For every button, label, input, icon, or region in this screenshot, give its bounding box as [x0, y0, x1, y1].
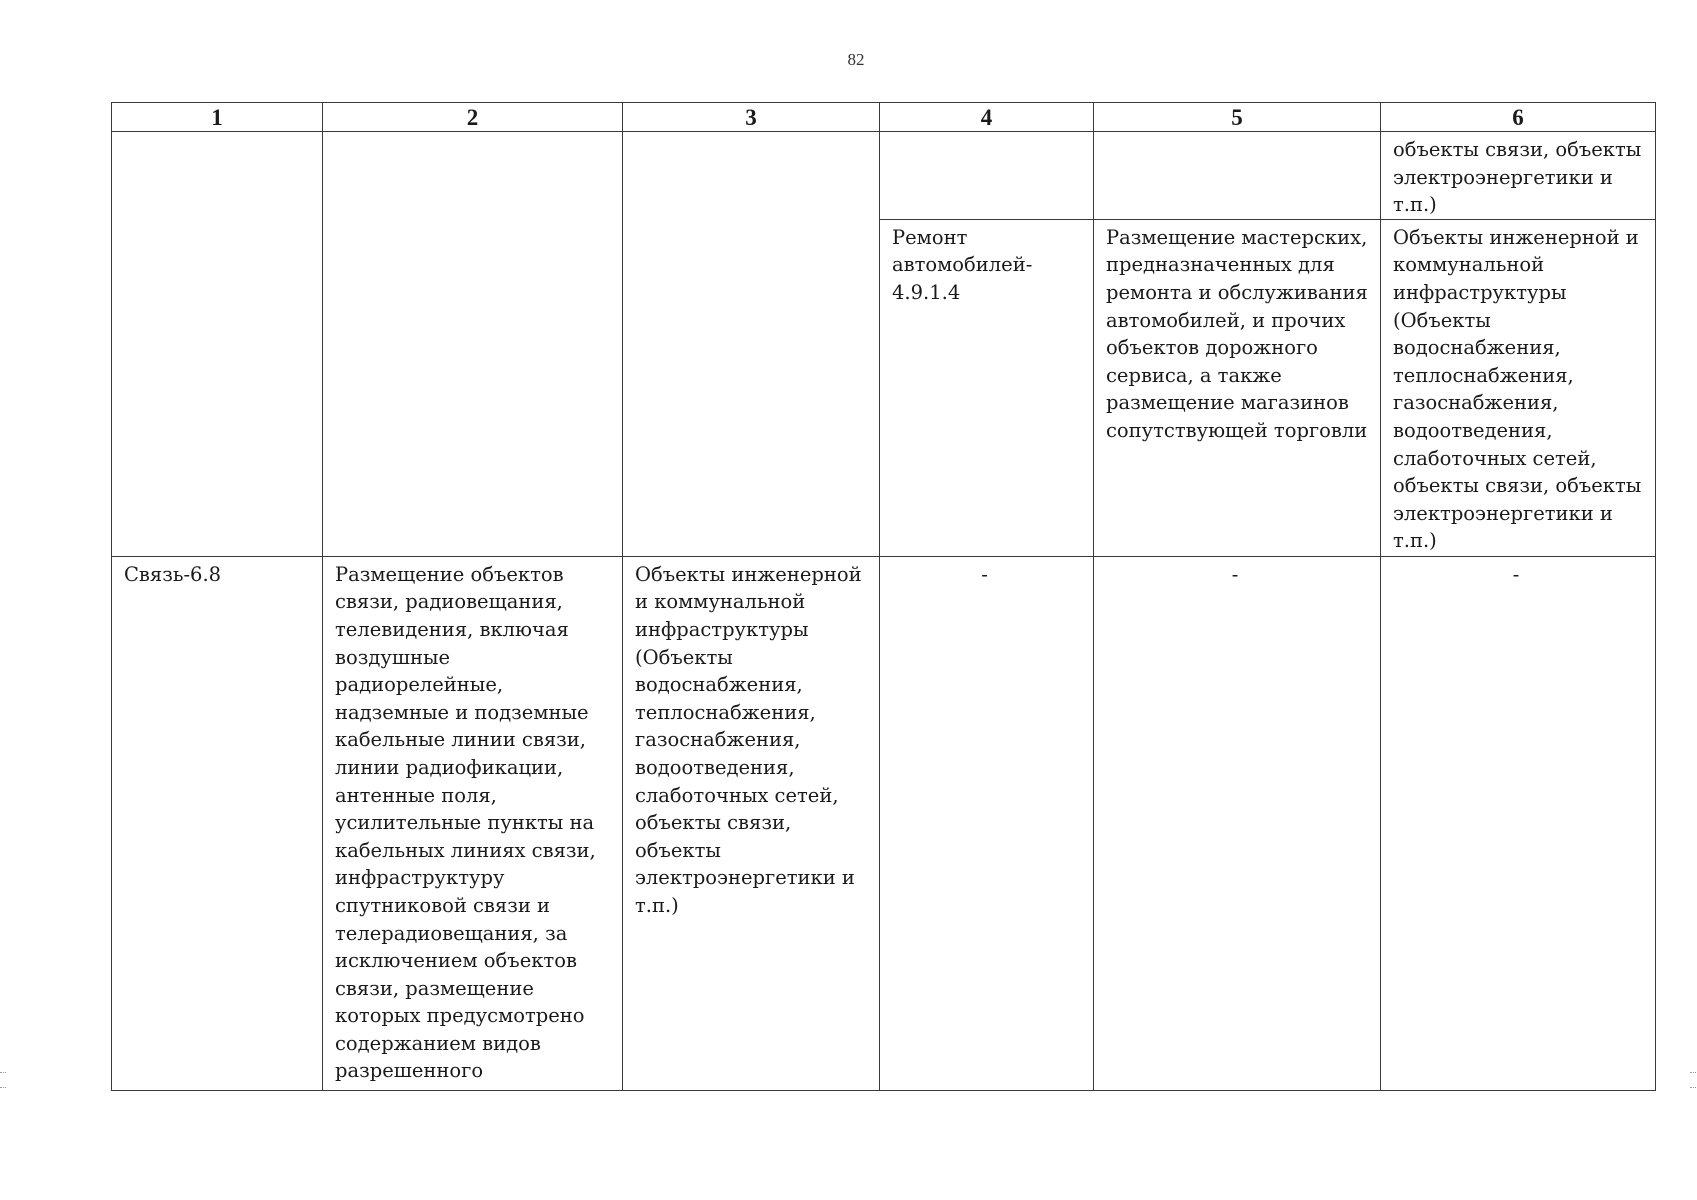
table-row: [112, 132, 1656, 220]
table-cell-empty: [323, 132, 623, 557]
cell-text: -: [1231, 562, 1239, 586]
column-header-6: 6: [1381, 103, 1656, 132]
table-cell-dash: [1094, 556, 1381, 1090]
table-cell-empty: [112, 132, 323, 557]
table-row: [112, 556, 1656, 1090]
land-use-table: [111, 102, 1656, 1091]
table-cell-continuation: [1381, 132, 1656, 220]
table-cell-dash: [1381, 556, 1656, 1090]
table-cell-empty: [880, 132, 1094, 220]
cell-text: Размещение мастерских, предназначенных для ремонта и обслуживания автомобилей, и прочих объектов дорожного сервиса, а также размещение магазинов сопутствующей торговли: [1106, 225, 1368, 442]
cell-text: -: [1512, 562, 1520, 586]
cell-text: Объекты инженерной и коммунальной инфраструктуры (Объекты водоснабжения, теплоснабжения, газоснабжения, водоотведения, слаботочных сетей, объекты связи, объекты электроэнергетики и т.п.): [635, 562, 862, 917]
cell-text: Ремонт автомобилей- 4.9.1.4: [892, 225, 1033, 304]
table-cell-empty: [623, 132, 880, 557]
cell-text: Объекты инженерной и коммунальной инфраструктуры (Объекты водоснабжения, теплоснабжения, газоснабжения, водоотведения, слаботочных сетей, объекты связи, объекты электроэнергетики и т.п.): [1393, 225, 1642, 553]
table-cell-objects: [623, 556, 880, 1090]
column-header-2: 2: [323, 103, 623, 132]
table-cell-use-description: [1094, 219, 1381, 556]
column-header-1: 1: [112, 103, 323, 132]
page-number: 82: [847, 50, 865, 69]
table-cell-dash: [880, 556, 1094, 1090]
column-header-3: 3: [623, 103, 880, 132]
table-cell-use-code: [112, 556, 323, 1090]
left-margin-mark: [0, 1072, 6, 1088]
table-cell-objects: [1381, 219, 1656, 556]
column-header-5: 5: [1094, 103, 1381, 132]
cell-text: Связь-6.8: [124, 562, 222, 586]
table-cell-use-name: [880, 219, 1094, 556]
cell-text: -: [981, 562, 988, 586]
column-header-4: 4: [880, 103, 1094, 132]
header-row: [112, 103, 1656, 132]
table-cell-use-description: [323, 556, 623, 1090]
right-margin-mark: [1690, 1072, 1696, 1088]
cell-text: объекты связи, объекты электроэнергетики и т.п.): [1393, 138, 1642, 217]
table-cell-empty: [1094, 132, 1381, 220]
cell-text: Размещение объектов связи, радиовещания, телевидения, включая воздушные радиорелейные, надземные и подземные кабельные линии связи, линии радиофикации, антенные поля, усилительные пункты на кабельных линиях связи, инфраструктуру спутниковой связи и телерадиовещания, за исключением объектов связи, размещение которых предусмотрено содержанием видов разрешенного: [335, 562, 596, 1083]
